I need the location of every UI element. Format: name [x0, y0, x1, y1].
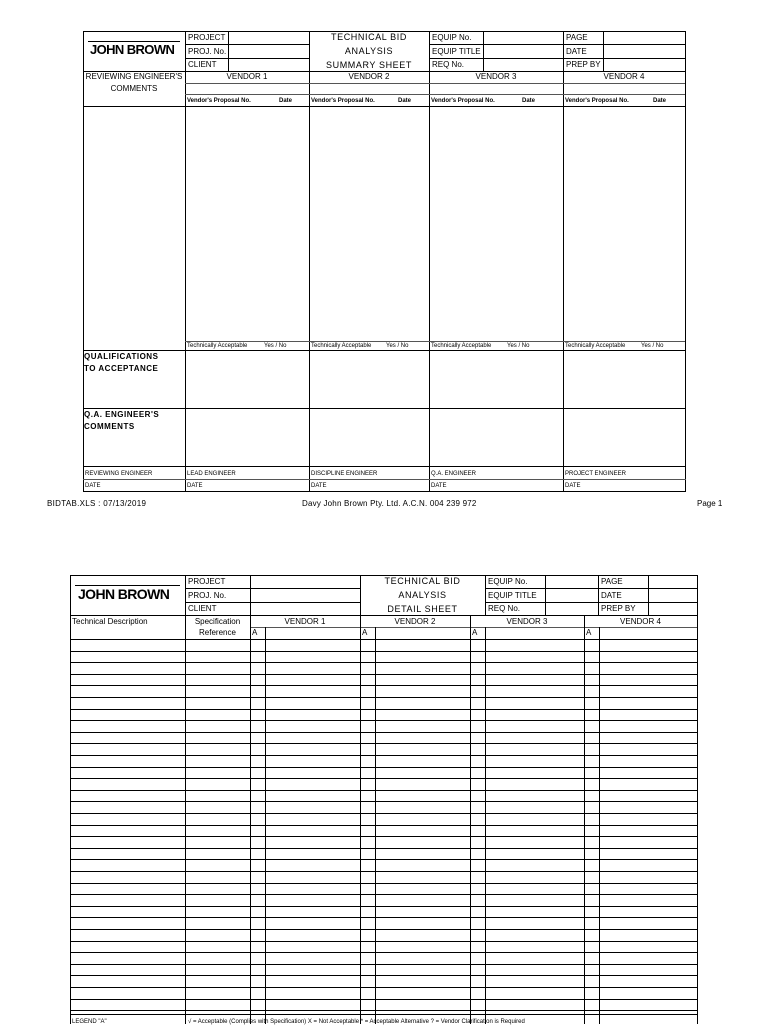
detail-row-line [70, 859, 698, 860]
detail-row-line [70, 929, 698, 930]
field-proj-no: PROJ. No. [188, 47, 227, 56]
footer-filename: BIDTAB.XLS : 07/13/2019 [47, 499, 147, 508]
detail-row-line [70, 964, 698, 965]
signoff-project-engineer: PROJECT ENGINEER [565, 471, 626, 477]
detail-field-equip-title: EQUIP TITLE [488, 591, 537, 600]
vendor-3-header: VENDOR 3 [475, 72, 517, 81]
detail-row-line [70, 952, 698, 953]
sheet-title-line3: SUMMARY SHEET [326, 60, 412, 70]
detail-row-line [70, 848, 698, 849]
v2-date: Date [398, 98, 412, 104]
detail-row-line [70, 697, 698, 698]
technical-description-header: Technical Description [72, 617, 148, 626]
detail-title-line3: DETAIL SHEET [387, 604, 458, 614]
detail-row-line [70, 1010, 698, 1011]
v2-yes-no: Yes / No [386, 343, 409, 349]
field-equip-title: EQUIP TITLE [432, 47, 481, 56]
detail-row-line [70, 917, 698, 918]
detail-row-line [70, 883, 698, 884]
v2-a-marker: A [362, 628, 368, 637]
qa-comments-label-1: Q.A. ENGINEER'S [84, 410, 160, 419]
detail-vendor-2-header: VENDOR 2 [394, 617, 436, 626]
detail-row-line [70, 906, 698, 907]
detail-row-line [70, 709, 698, 710]
detail-vendor-3-header: VENDOR 3 [506, 617, 548, 626]
signoff-reviewing-engineer: REVIEWING ENGINEER [85, 471, 153, 477]
legend-divider [70, 1014, 698, 1015]
detail-field-equip-no: EQUIP No. [488, 577, 528, 586]
detail-row-line [70, 941, 698, 942]
detail-row-line [70, 685, 698, 686]
detail-row-line [70, 732, 698, 733]
v2-tech-acceptable: Technically Acceptable [311, 343, 372, 349]
detail-row-line [70, 778, 698, 779]
detail-row-line [70, 639, 698, 640]
signoff-date-2: DATE [187, 483, 203, 489]
detail-row-line [70, 825, 698, 826]
sheet-title-line2: ANALYSIS [344, 46, 394, 56]
v1-tech-acceptable: Technically Acceptable [187, 343, 248, 349]
v1-yes-no: Yes / No [264, 343, 287, 349]
qualifications-label-1: QUALIFICATIONS [84, 352, 159, 361]
v4-proposal-no: Vendor's Proposal No. [565, 98, 629, 104]
signoff-qa-engineer: Q.A. ENGINEER [431, 471, 477, 477]
detail-field-client: CLIENT [188, 604, 217, 613]
detail-row-line [70, 894, 698, 895]
detail-field-page: PAGE [601, 577, 623, 586]
detail-field-prep-by: PREP BY [601, 604, 636, 613]
field-req-no: REQ No. [432, 60, 465, 69]
detail-field-date: DATE [601, 591, 622, 600]
v2-proposal-no: Vendor's Proposal No. [311, 98, 375, 104]
field-project: PROJECT [188, 33, 226, 42]
vendor-2-header: VENDOR 2 [348, 72, 390, 81]
detail-row-line [70, 813, 698, 814]
signoff-date-3: DATE [311, 483, 327, 489]
v4-a-marker: A [586, 628, 592, 637]
legend-text: √ = Acceptable (Complies with Specification) X = Not Acceptable * = Acceptable Alternative ? = Vendor Clarification is Required [188, 1019, 525, 1025]
detail-row-line [70, 662, 698, 663]
company-logo: JOHN BROWN [90, 42, 175, 57]
vendor-1-header: VENDOR 1 [226, 72, 268, 81]
field-prep-by: PREP BY [566, 60, 601, 69]
detail-title-line1: TECHNICAL BID [384, 576, 461, 586]
sheet-title-line1: TECHNICAL BID [331, 32, 407, 42]
signoff-date-1: DATE [85, 483, 101, 489]
v3-a-marker: A [472, 628, 478, 637]
detail-row-line [70, 975, 698, 976]
v4-tech-acceptable: Technically Acceptable [565, 343, 626, 349]
v4-date: Date [653, 98, 667, 104]
detail-row-line [70, 871, 698, 872]
detail-field-project: PROJECT [188, 577, 226, 586]
detail-row-line [70, 743, 698, 744]
detail-row-line [70, 836, 698, 837]
detail-row-line [70, 767, 698, 768]
detail-company-logo: JOHN BROWN [78, 586, 170, 602]
v3-tech-acceptable: Technically Acceptable [431, 343, 492, 349]
reviewing-engineer-label-1: REVIEWING ENGINEER'S [85, 72, 183, 81]
v3-proposal-no: Vendor's Proposal No. [431, 98, 495, 104]
detail-row-line [70, 790, 698, 791]
detail-row-line [70, 674, 698, 675]
detail-row-line [70, 720, 698, 721]
detail-field-proj-no: PROJ. No. [188, 591, 227, 600]
v4-yes-no: Yes / No [641, 343, 664, 349]
reviewing-engineer-label-2: COMMENTS [110, 84, 158, 93]
specification-header: Specification [194, 617, 241, 626]
detail-row-line [70, 651, 698, 652]
detail-vendor-1-header: VENDOR 1 [284, 617, 326, 626]
field-page: PAGE [566, 33, 588, 42]
signoff-date-5: DATE [565, 483, 581, 489]
detail-row-line [70, 987, 698, 988]
detail-row-line [70, 999, 698, 1000]
v3-yes-no: Yes / No [507, 343, 530, 349]
v1-a-marker: A [252, 628, 258, 637]
signoff-date-4: DATE [431, 483, 447, 489]
signoff-lead-engineer: LEAD ENGINEER [187, 471, 236, 477]
detail-row-line [70, 801, 698, 802]
reference-header: Reference [199, 628, 236, 637]
footer-company: Davy John Brown Pty. Ltd. A.C.N. 004 239 972 [302, 499, 477, 508]
detail-row-line [70, 755, 698, 756]
signoff-discipline-engineer: DISCIPLINE ENGINEER [311, 471, 378, 477]
detail-field-req-no: REQ No. [488, 604, 521, 613]
qa-comments-label-2: COMMENTS [84, 422, 135, 431]
v1-date: Date [279, 98, 293, 104]
legend-label: LEGEND "A" [72, 1019, 107, 1025]
detail-title-line2: ANALYSIS [398, 590, 447, 600]
detail-vendor-4-header: VENDOR 4 [620, 617, 661, 626]
qualifications-label-2: TO ACCEPTANCE [84, 364, 159, 373]
field-equip-no: EQUIP No. [432, 33, 472, 42]
field-date: DATE [566, 47, 587, 56]
field-client: CLIENT [188, 60, 217, 69]
v1-proposal-no: Vendor's Proposal No. [187, 98, 251, 104]
v3-date: Date [522, 98, 536, 104]
vendor-4-header: VENDOR 4 [603, 72, 645, 81]
footer-page: Page 1 [697, 499, 723, 508]
